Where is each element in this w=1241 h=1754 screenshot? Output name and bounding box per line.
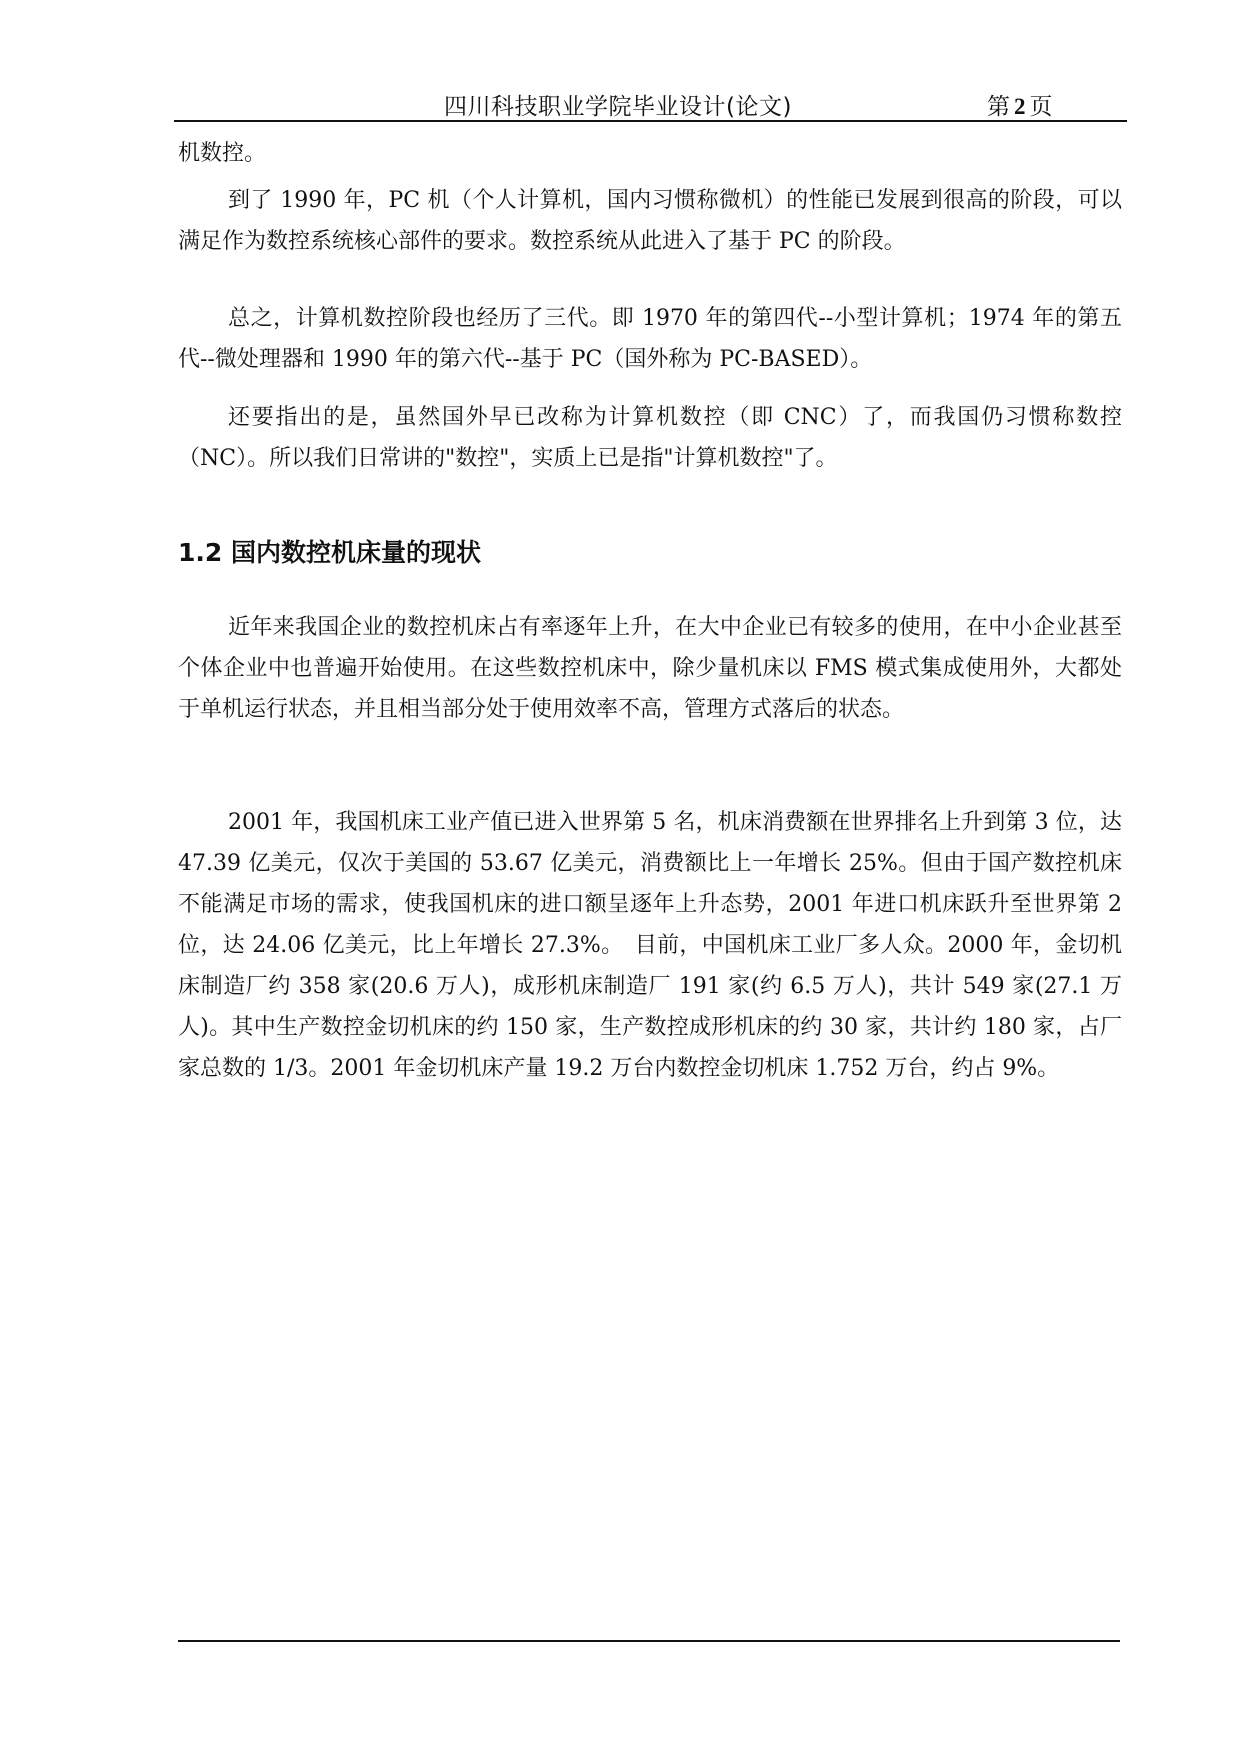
header-page-number xyxy=(987,88,1053,121)
page-suffix: 页 xyxy=(1029,94,1053,120)
page-prefix: 第 xyxy=(987,94,1010,120)
page-number: 2 xyxy=(1014,94,1026,119)
section-heading: 1.2 国内数控机床量的现状 xyxy=(178,538,481,567)
paragraph-pc-stage: 到了 1990 年，PC 机（个人计算机，国内习惯称微机）的性能已发展到很高的阶段，可以满足作为数控系统核心部件的要求。数控系统从此进入了基于 PC 的阶段。 xyxy=(178,188,1122,254)
page-header xyxy=(174,84,1127,122)
paragraph-industry-statistics: 2001 年，我国机床工业产值已进入世界第 5 名，机床消费额在世界排名上升到第 3 位，达 47.39 亿美元，仅次于美国的 53.67 亿美元，消费额比上一年增长 25%。但由于国产数控机床不能满足市场的需求，使我国机床的进口额呈逐年上升态势，2001 年进口机床跃升至世界第 2 位，达 24.06 亿美元，比上年增长 27.3%。 目前，中国机床工业厂多人众。2000 年，金切机床制造厂约 358 家(20.6 万人)，成形机床制造厂 191 家(约 6.5 万人)，共计 549 家(27.1 万人)。其中生产数控金切机床的约 150 家，生产数控成形机床的约 30 家，共计约 180 家，占厂家总数的 1/3。2001 年金切机床产量 19.2 万台内数控金切机床 1.752 万台，约占 9%。 xyxy=(178,810,1122,1081)
header-title: 四川科技职业学院毕业设计(论文) xyxy=(444,94,792,120)
paragraph-domestic-usage: 近年来我国企业的数控机床占有率逐年上升，在大中企业已有较多的使用，在中小企业甚至个体企业中也普遍开始使用。在这些数控机床中，除少量机床以 FMS 模式集成使用外，大都处于单机运行状态，并且相当部分处于使用效率不高，管理方式落后的状态。 xyxy=(178,615,1122,722)
paragraph-three-generations: 总之，计算机数控阶段也经历了三代。即 1970 年的第四代--小型计算机；1974 年的第五代--微处理器和 1990 年的第六代--基于 PC（国外称为 PC-BASED）。 xyxy=(178,306,1122,372)
paragraph-cnc-naming: 还要指出的是，虽然国外早已改称为计算机数控（即 CNC）了，而我国仍习惯称数控（NC）。所以我们日常讲的"数控"，实质上已是指"计算机数控"了。 xyxy=(178,405,1122,471)
footer-rule xyxy=(178,1640,1120,1642)
paragraph-continuation: 机数控。 xyxy=(178,141,267,166)
